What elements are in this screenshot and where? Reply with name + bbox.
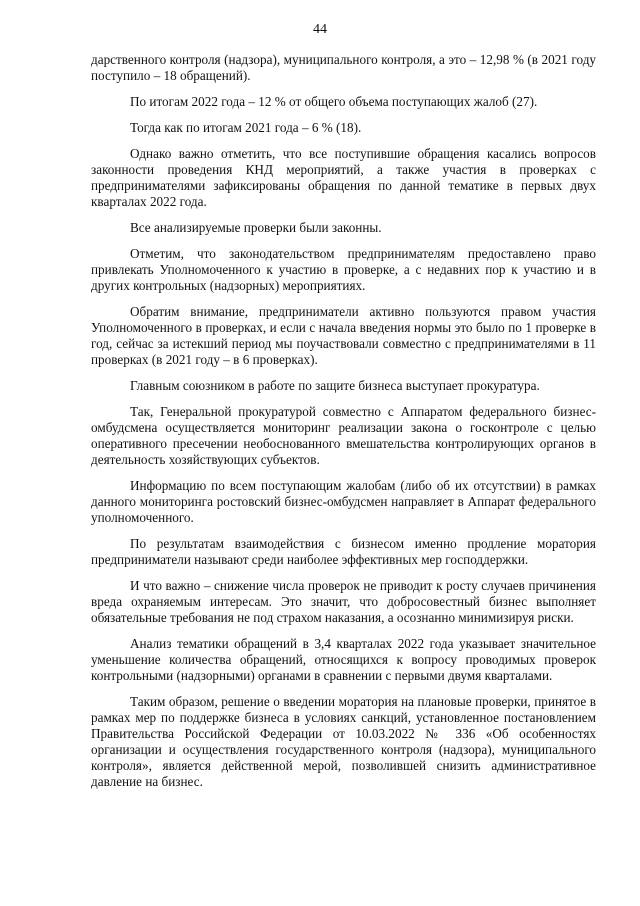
document-body	[91, 52, 596, 800]
paragraph-risk-reduction: И что важно – снижение числа проверок не приводит к росту случаев причинения вреда охраняемым интересам. Это значит, что добросовестный бизнес выполняет обязательные требования не под страхом наказания, а осознанно минимизируя риски.	[91, 578, 596, 625]
paragraph-continuation: дарственного контроля (надзора), муниципального контроля, а это – 12,98 % (в 2021 году поступило – 18 обращений).	[91, 52, 596, 83]
paragraph-monitoring: Так, Генеральной прокуратурой совместно с Аппаратом федерального бизнес-омбудсмена осуществляется мониторинг реализации закона о госконтроле с целью оперативного пресечении необоснованного вмешательства контролирующих органов в деятельность хозяйствующих субъектов.	[91, 404, 596, 467]
paragraph-prosecutor-ally: Главным союзником в работе по защите бизнеса выступает прокуратура.	[130, 378, 540, 393]
paragraph-2022-share: По итогам 2022 года – 12 % от общего объема поступающих жалоб (27).	[130, 94, 538, 109]
paragraph-inspections-lawful: Все анализируемые проверки были законны.	[130, 220, 382, 235]
paragraph-conclusion: Таким образом, решение о введении моратория на плановые проверки, принятое в рамках мер по поддержке бизнеса в условиях санкций, установленное постановлением Правительства Российской Федерации от 10.03.2022 № 336 «Об особенностях организации и осуществления государственного контроля (надзора), муниципального контроля», является действенной мерой, позволившей снизить административное давление на бизнес.	[91, 694, 596, 789]
paragraph-2021-share: Тогда как по итогам 2021 года – 6 % (18).	[130, 120, 362, 135]
paragraph-analysis: Анализ тематики обращений в 3,4 кварталах 2022 года указывает значительное уменьшение количества обращений, относящихся к вопросу проводимых проверок контрольными (надзорными) органами в сравнении с первыми двумя кварталами.	[91, 636, 596, 683]
paragraph-ombudsman-right: Отметим, что законодательством предпринимателям предоставлено право привлекать Уполномоченного к участию в проверке, а с недавних пор к участию и в других контрольных (надзорных) мероприятиях.	[91, 246, 596, 293]
paragraph-complaints-topic: Однако важно отметить, что все поступившие обращения касались вопросов законности проведения КНД мероприятий, а также участия в проверках с предпринимателями зафиксированы обращения по данной тематике в первых двух кварталах 2022 года.	[91, 146, 596, 209]
paragraph-information: Информацию по всем поступающим жалобам (либо об их отсутствии) в рамках данного мониторинга ростовский бизнес-омбудсмен направляет в Аппарат федерального уполномоченного.	[91, 478, 596, 525]
page-number: 44	[313, 22, 327, 37]
paragraph-moratorium: По результатам взаимодействия с бизнесом именно продление моратория предприниматели называют среди наиболее эффективных мер господдержки.	[91, 536, 596, 567]
paragraph-participation: Обратим внимание, предприниматели активно пользуются правом участия Уполномоченного в проверках, и если с начала введения нормы это было по 1 проверке в год, сейчас за истекший период мы поучаствовали совместно с предпринимателями в 11 проверках (в 2021 году – в 6 проверках).	[91, 304, 596, 367]
